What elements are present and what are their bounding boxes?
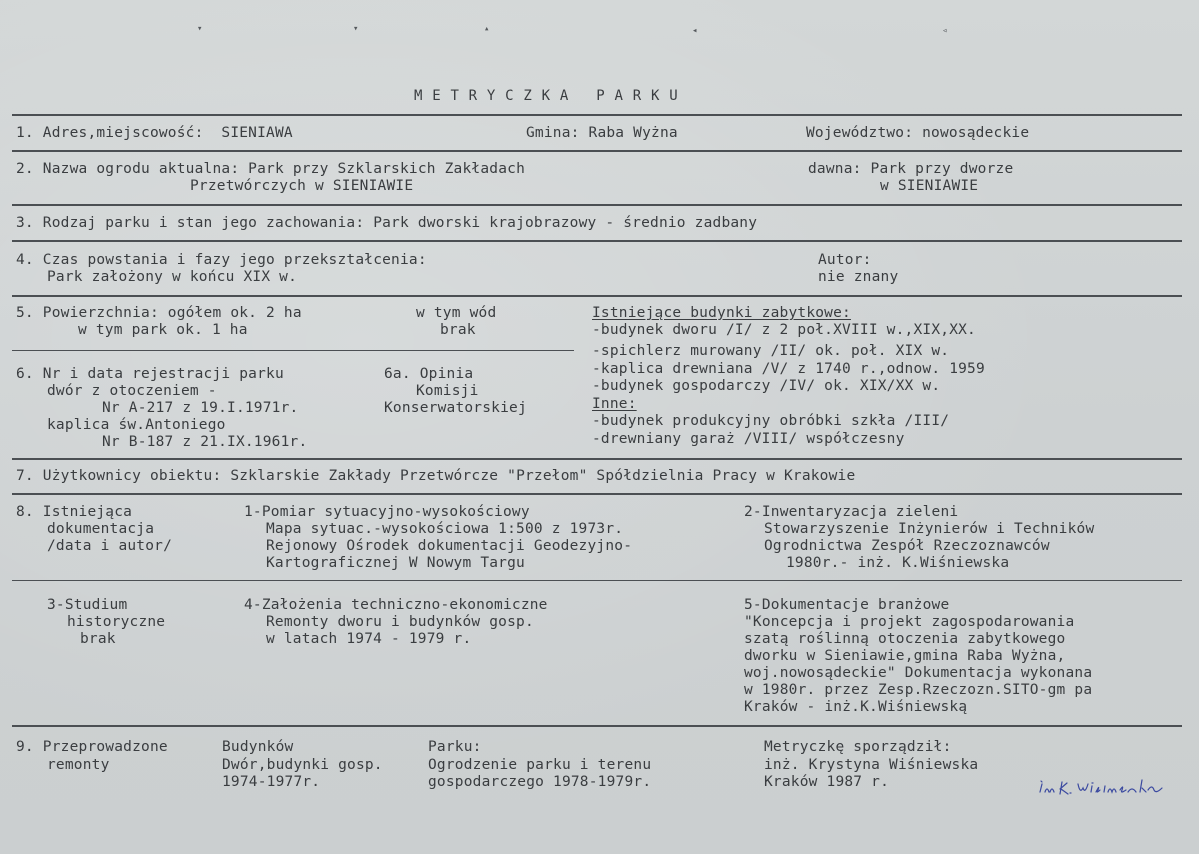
doc4-line: 4-Założenia techniczno-ekonomiczne [244,597,548,613]
current-name-line1: 2. Nazwa ogrodu aktualna: Park przy Szklarskich Zakładach [16,161,525,177]
doc2-line: Stowarzyszenie Inżynierów i Techników [764,521,1095,537]
opinion-line: Komisji [416,383,479,399]
voivodeship-field: Województwo: nowosądeckie [806,125,1030,141]
renovations-label: remonty [47,757,110,773]
punch-mark: ▴ [484,24,490,34]
punch-mark: ◃ [942,26,948,36]
buildings-heading: Istniejące budynki zabytkowe: [592,305,851,321]
doc1-line: Mapa sytuac.-wysokościowa 1:500 z 1973r. [266,521,624,537]
doc5-line: w 1980r. przez Zesp.Rzeczozn.SITO-gm pa [744,682,1093,698]
other-building-item: -budynek produkcyjny obróbki szkła /III/ [592,413,950,429]
doc5-line: szatą roślinną otoczenia zabytkowego [744,631,1066,647]
doc1-line: 1-Pomiar sytuacyjno-wysokościowy [244,504,530,520]
origin-line1: 4. Czas powstania i fazy jego przekształcenia: [16,252,427,268]
renovations-buildings: Dwór,budynki gosp. [222,757,383,773]
doc3-line: 3-Studium [47,597,128,613]
area-line1: 5. Powierzchnia: ogółem ok. 2 ha [16,305,302,321]
building-item: -kaplica drewniana /V/ z 1740 r.,odnow. 1959 [592,361,985,377]
building-item: -budynek gospodarczy /IV/ ok. XIX/XX w. [592,378,941,394]
documentation-label: 8. Istniejąca [16,504,133,520]
former-name-line1: dawna: Park przy dworze [808,161,1014,177]
registration-line: kaplica św.Antoniego [47,417,226,433]
rule [12,493,1182,495]
doc2-line: Ogrodnictwa Zespół Rzeczoznawców [764,538,1050,554]
doc1-line: Rejonowy Ośrodek dokumentacji Geodezyjno- [266,538,633,554]
handwritten-signature [1038,778,1168,802]
registration-line: 6. Nr i data rejestracji parku [16,366,284,382]
gmina-field: Gmina: Raba Wyżna [526,125,678,141]
water-line1: w tym wód [416,305,497,321]
document-title: METRYCZKA PARKU [414,88,688,104]
users-field: 7. Użytkownicy obiektu: Szklarskie Zakłady Przetwórcze "Przełom" Spółdzielnia Pracy w Krakowie [16,468,856,484]
doc5-line: Kraków - inż.K.Wiśniewską [744,699,968,715]
rule [12,458,1182,460]
building-item: -budynek dworu /I/ z 2 poł.XVIII w.,XIX,XX. [592,322,976,338]
rule [12,350,574,351]
rule [12,240,1182,242]
doc4-line: w latach 1974 - 1979 r. [266,631,472,647]
doc5-line: "Koncepcja i projekt zagospodarowania [744,614,1075,630]
author-label: Autor: [818,252,872,268]
renovations-park: Ogrodzenie parku i terenu [428,757,652,773]
opinion-line: 6a. Opinia [384,366,474,382]
doc5-line: 5-Dokumentacje branżowe [744,597,950,613]
other-buildings-heading: Inne: [592,396,637,412]
address-field: 1. Adres,miejscowość: SIENIAWA [16,125,293,141]
prepared-by: inż. Krystyna Wiśniewska [764,757,979,773]
park-type-field: 3. Rodzaj parku i stan jego zachowania: Park dworski krajobrazowy - średnio zadbany [16,215,758,231]
other-building-item: -drewniany garaż /VIII/ współczesny [592,431,905,447]
doc2-line: 2-Inwentaryzacja zieleni [744,504,959,520]
renovations-park: gospodarczego 1978-1979r. [428,774,652,790]
punch-mark: ▾ [197,24,203,34]
doc3-line: brak [80,631,116,647]
rule [12,580,1182,581]
rule [12,150,1182,152]
punch-mark: ◂ [692,26,698,36]
water-line2: brak [440,322,476,338]
origin-line2: Park założony w końcu XIX w. [47,269,298,285]
prepared-by: Kraków 1987 r. [764,774,890,790]
doc4-line: Remonty dworu i budynków gosp. [266,614,534,630]
renovations-buildings: Budynków [222,739,294,755]
building-item: -spichlerz murowany /II/ ok. poł. XIX w. [592,343,950,359]
doc5-line: woj.nowosądeckie" Dokumentacja wykonana [744,665,1093,681]
registration-line: dwór z otoczeniem - [47,383,217,399]
doc5-line: dworku w Sieniawie,gmina Raba Wyżna, [744,648,1066,664]
rule [12,114,1182,116]
prepared-by: Metryczkę sporządził: [764,739,952,755]
renovations-buildings: 1974-1977r. [222,774,321,790]
opinion-line: Konserwatorskiej [384,400,527,416]
doc3-line: historyczne [67,614,166,630]
doc2-line: 1980r.- inż. K.Wiśniewska [786,555,1010,571]
renovations-park: Parku: [428,739,482,755]
documentation-label: dokumentacja [47,521,155,537]
area-line2: w tym park ok. 1 ha [78,322,248,338]
documentation-label: /data i autor/ [47,538,173,554]
rule [12,295,1182,297]
author-value: nie znany [818,269,899,285]
rule [12,204,1182,206]
current-name-line2: Przetwórczych w SIENIAWIE [190,178,414,194]
doc1-line: Kartograficznej W Nowym Targu [266,555,525,571]
punch-mark: ▾ [353,24,359,34]
rule [12,725,1182,727]
renovations-label: 9. Przeprowadzone [16,739,168,755]
former-name-line2: w SIENIAWIE [880,178,979,194]
registration-line: Nr B-187 z 21.IX.1961r. [102,434,308,450]
registration-line: Nr A-217 z 19.I.1971r. [102,400,299,416]
